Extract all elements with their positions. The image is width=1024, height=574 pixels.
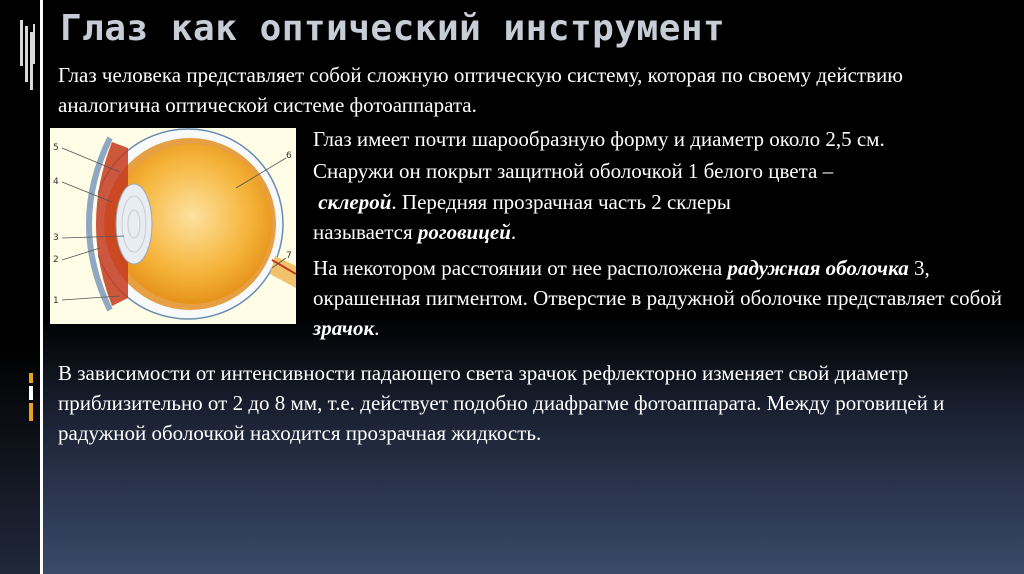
diagram-label-5: 5 <box>53 143 59 153</box>
diagram-label-4: 4 <box>53 177 59 187</box>
iris-text-1: На некотором расстоянии от нее расположена <box>313 256 723 280</box>
sclera-text-1: Снаружи он покрыт защитной оболочкой 1 белого цвета – <box>313 159 834 183</box>
pupil-paragraph: В зависимости от интенсивности падающего света зрачок рефлекторно изменяет свой диаметр приблизительно от 2 до 8 мм, т.е. действует подобно диафрагме фотоаппарата. Между роговицей и радужной оболочкой находится прозрачная жидкость. <box>58 361 945 445</box>
sclera-paragraph-line1 <box>313 156 1013 186</box>
diagram-label-3: 3 <box>53 233 59 243</box>
sclera-text-2: . Передняя прозрачная часть 2 склеры <box>391 190 731 214</box>
iris-text-2: 3, окрашенная пигментом. Отверстие в радужной оболочке представляет собой <box>313 256 1003 310</box>
iris-paragraph <box>313 253 1013 343</box>
accent-mark-white <box>29 386 33 400</box>
diagram-label-2: 2 <box>53 255 59 265</box>
sclera-paragraph-line3 <box>313 217 1013 247</box>
corner-decoration <box>20 20 36 100</box>
term-iris: радужная оболочка <box>727 256 909 280</box>
accent-mark-orange <box>29 373 33 383</box>
diagram-label-7: 7 <box>286 251 292 261</box>
intro-paragraph: Глаз человека представляет собой сложную оптическую систему, которая по своему действию аналогична оптической системе фотоаппарата. <box>58 63 903 117</box>
accent-mark-orange-2 <box>29 403 33 421</box>
period-2: . <box>374 316 380 340</box>
sclera-paragraph-line2 <box>313 187 1013 217</box>
shape-paragraph: Глаз имеет почти шарообразную форму и диаметр около 2,5 см. <box>313 127 885 151</box>
diagram-label-1: 1 <box>53 296 59 306</box>
term-sclera: склерой <box>318 190 392 214</box>
slide-title: Глаз как оптический инструмент <box>60 8 726 49</box>
sclera-text-3: называется <box>313 220 413 244</box>
term-pupil: зрачок <box>313 316 375 340</box>
diagram-label-6: 6 <box>286 151 292 161</box>
term-cornea: роговицей <box>417 220 511 244</box>
left-divider-line <box>40 0 43 574</box>
eye-cross-section-illustration <box>50 128 296 324</box>
period: . <box>510 220 517 244</box>
eye-diagram <box>50 128 296 324</box>
